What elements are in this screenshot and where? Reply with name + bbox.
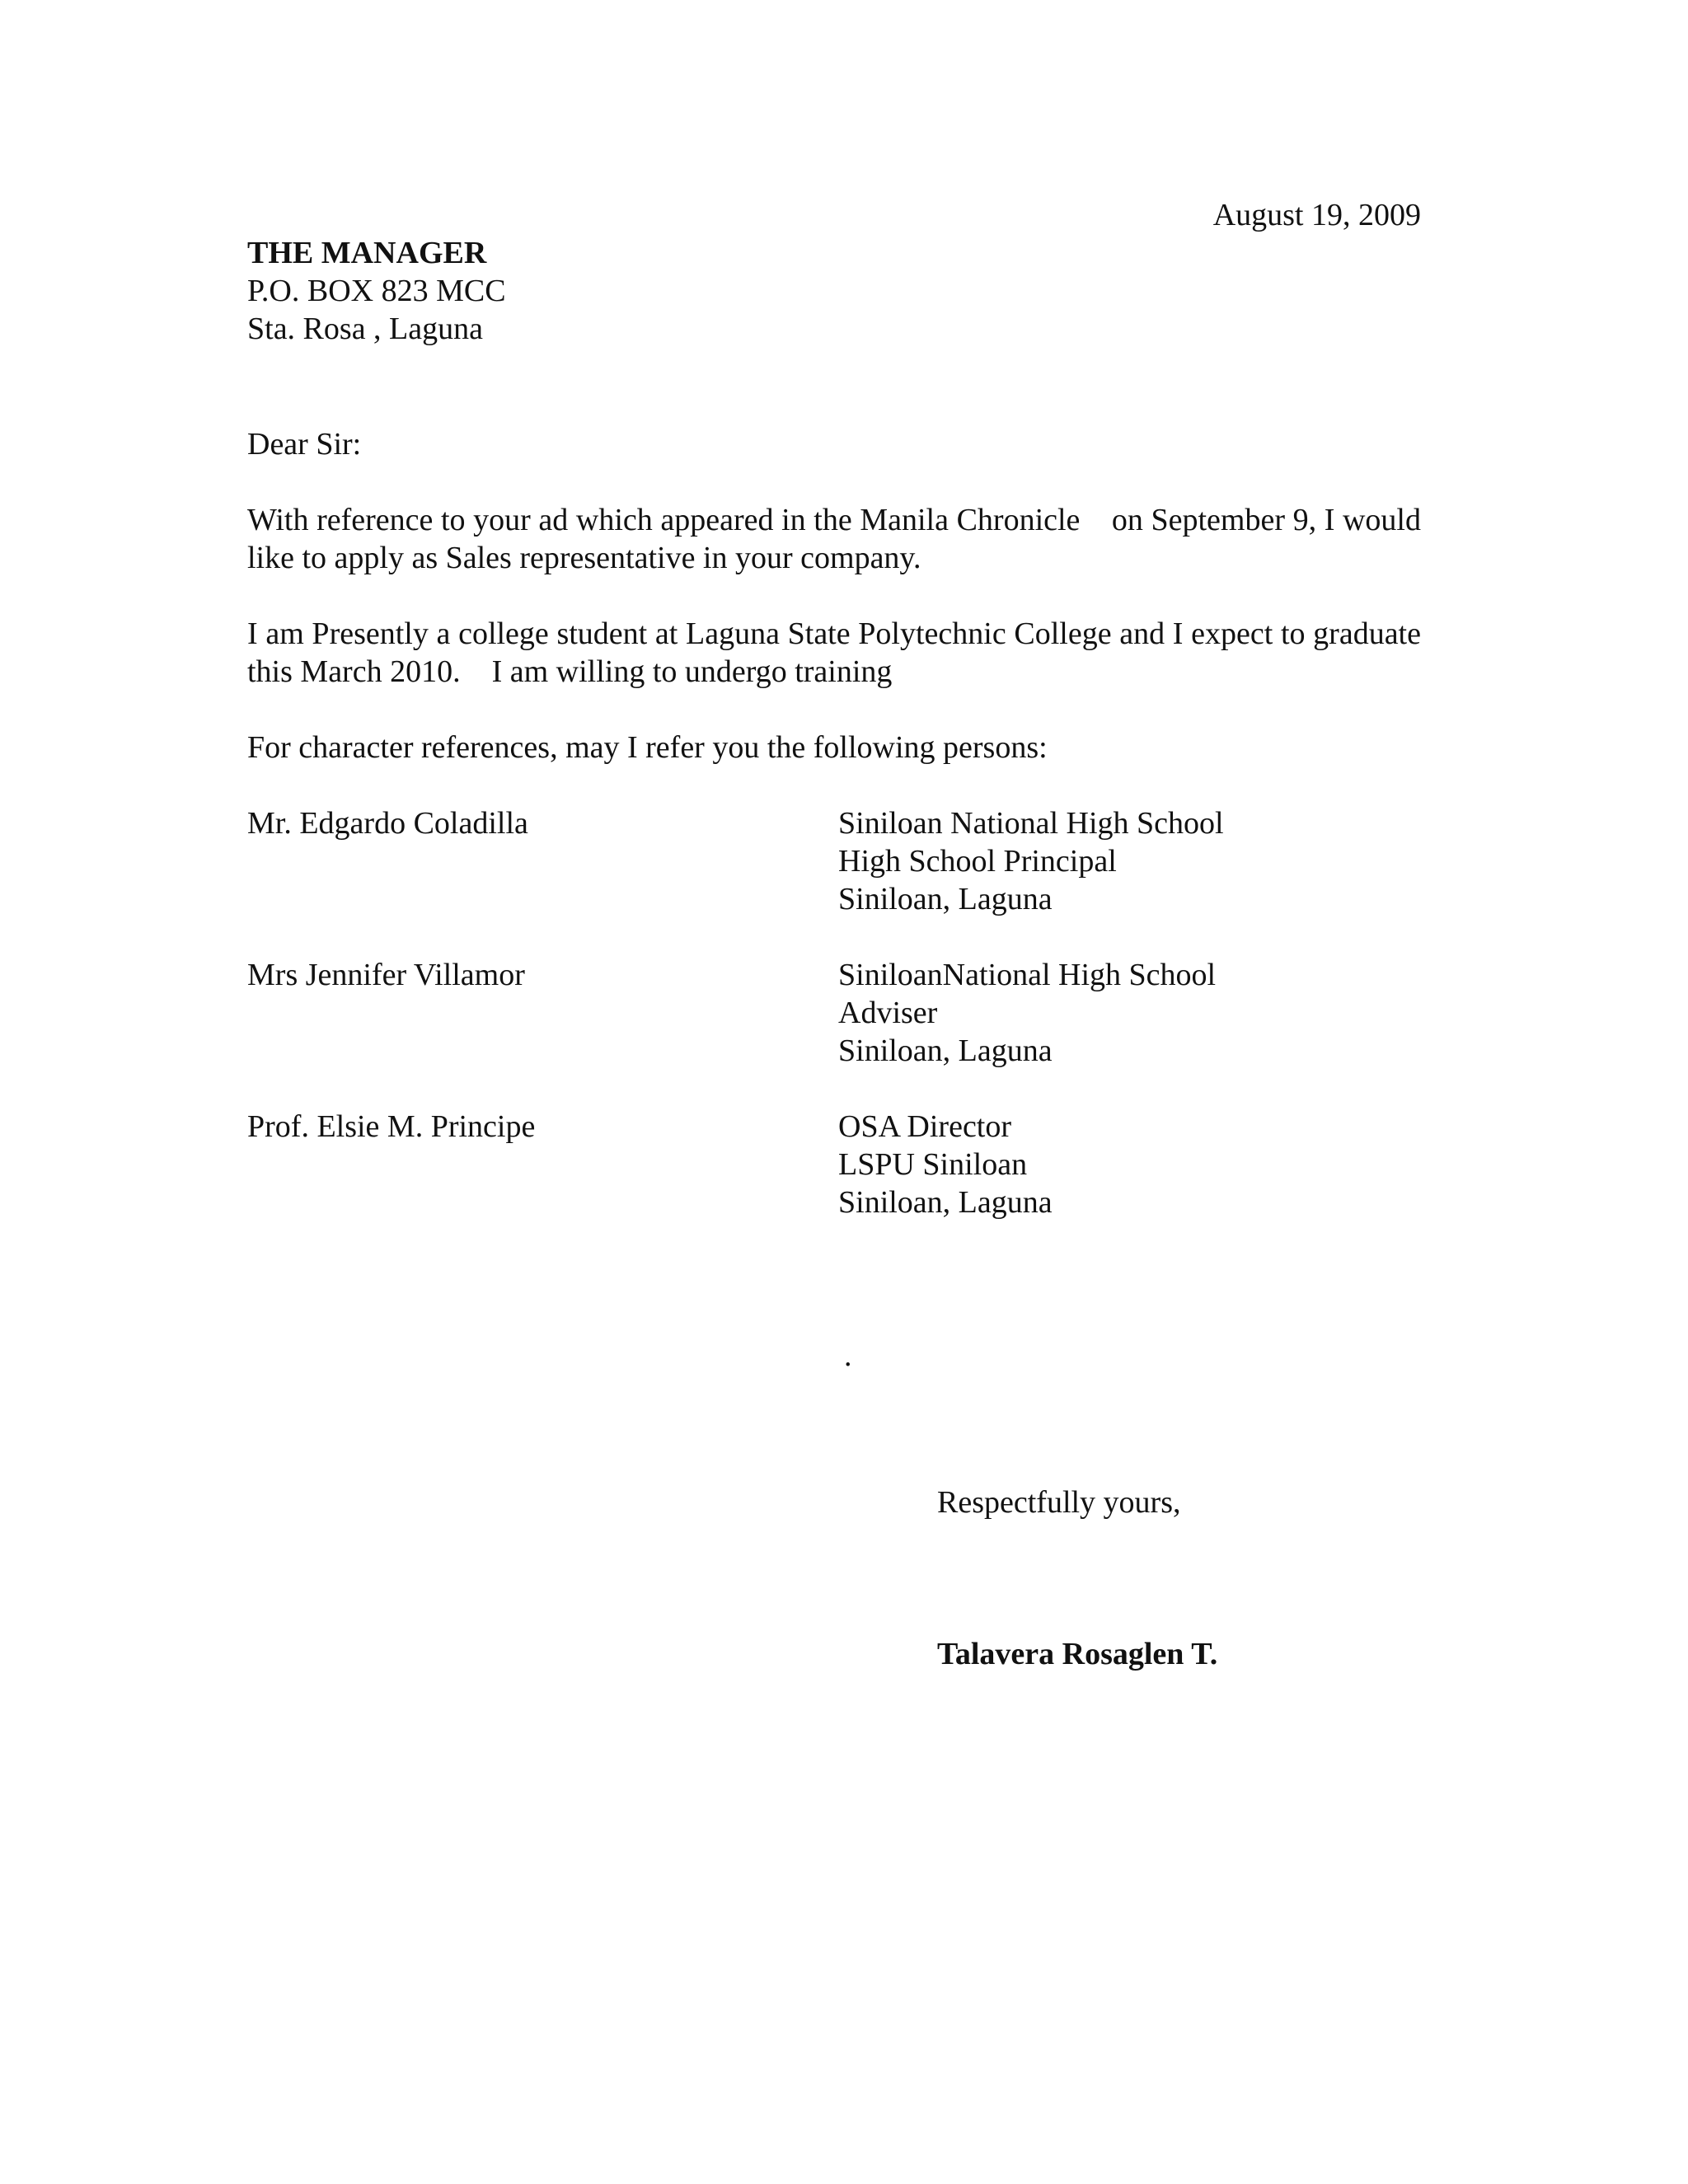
reference-details [838,956,1216,1070]
reference-name: Prof. Elsie M. Principe [247,1109,536,1144]
reference-detail-line: Adviser [838,996,938,1030]
reference-details [838,804,1224,918]
recipient-address-line2: Sta. Rosa , Laguna [247,312,484,346]
reference-detail-line: Siniloan National High School [838,806,1224,841]
recipient-name: THE MANAGER [247,236,487,270]
reference-detail-line: SiniloanNational High School [838,958,1217,992]
reference-detail-line: OSA Director [838,1109,1012,1144]
body-paragraph-references-intro: For character references, may I refer you the following persons: [247,730,1048,765]
reference-detail-line: LSPU Siniloan [838,1147,1028,1182]
recipient-address-line1: P.O. BOX 823 MCC [247,274,506,308]
letter-date: August 19, 2009 [1212,198,1421,232]
reference-name: Mr. Edgardo Coladilla [247,806,528,841]
reference-detail-line: High School Principal [838,844,1117,879]
reference-detail-line: Siniloan, Laguna [838,1033,1053,1068]
reference-details [838,1108,1053,1221]
recipient-block [247,234,506,348]
stray-period-mark: . [844,1338,852,1373]
body-paragraph-education: I am Presently a college student at Laguna State Polytechnic College and I expect to graduate this March 2010. I am willing to undergo training [247,616,1429,689]
reference-name: Mrs Jennifer Villamor [247,958,525,992]
body-paragraph-ad-reference: With reference to your ad which appeared in the Manila Chronicle on September 9, I would like to apply as Sales representative in your company. [247,503,1429,575]
reference-detail-line: Siniloan, Laguna [838,882,1053,916]
salutation: Dear Sir: [247,427,362,462]
closing: Respectfully yours, [937,1485,1181,1520]
signature-name: Talavera Rosaglen T. [937,1637,1218,1671]
reference-detail-line: Siniloan, Laguna [838,1185,1053,1220]
